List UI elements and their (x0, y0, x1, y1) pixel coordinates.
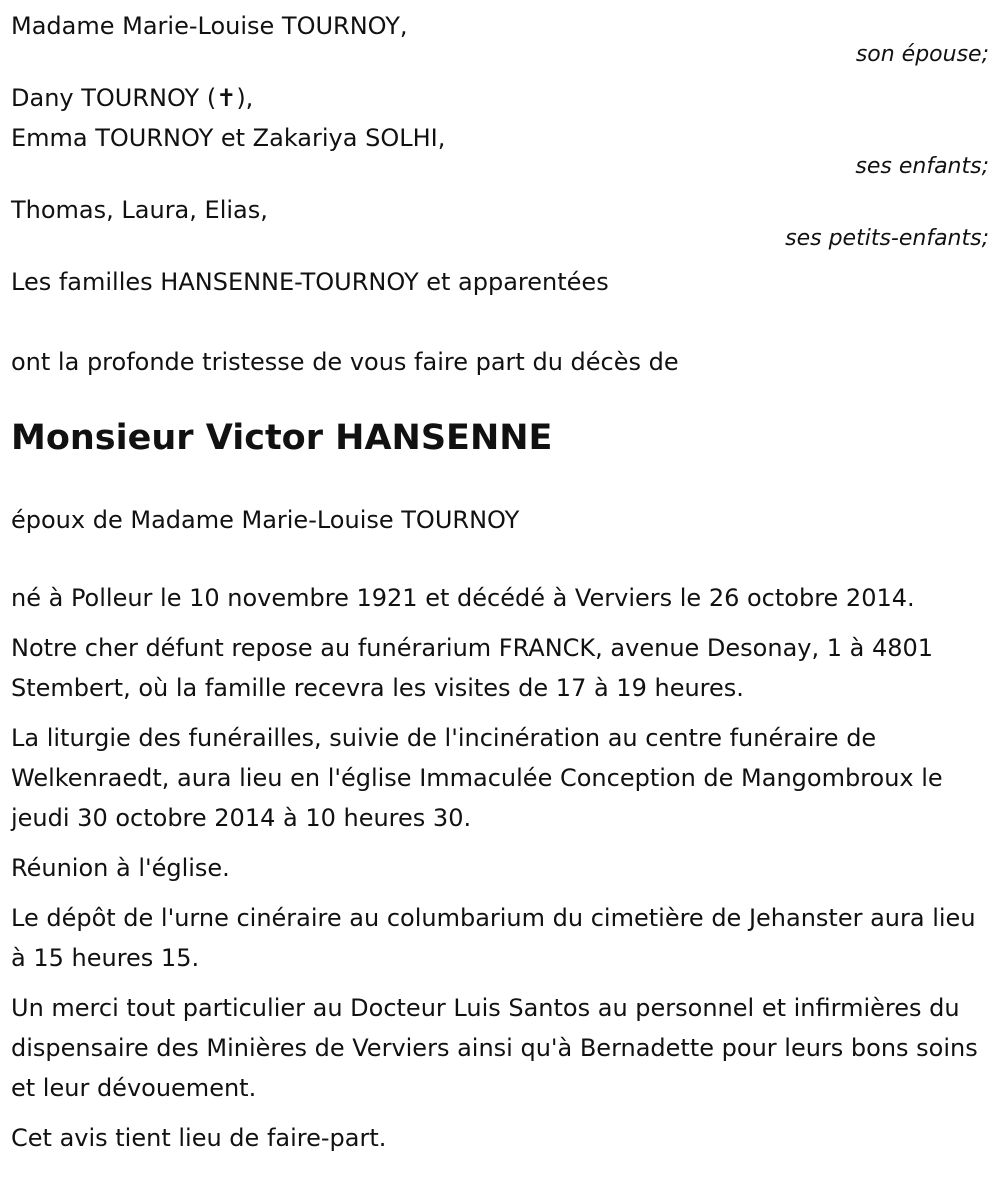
spouse-of-line: époux de Madame Marie-Louise TOURNOY (11, 506, 520, 534)
funerarium-paragraph: Notre cher défunt repose au funérarium FRANCK, avenue Desonay, 1 à 4801 Stembert, où la famille recevra les visites de 17 à 19 heures. (11, 634, 934, 702)
birth-death-paragraph: né à Polleur le 10 novembre 1921 et décédé à Verviers le 26 octobre 2014. (11, 584, 915, 612)
children-role: ses enfants; (855, 154, 989, 179)
liturgy-paragraph: La liturgie des funérailles, suivie de l'incinération au centre funéraire de Welkenraedt, aura lieu en l'église Immaculée Conception de Mangombroux le jeudi 30 octobre 2014 à 10 heures 30. (11, 724, 943, 832)
thanks-paragraph: Un merci tout particulier au Docteur Luis Santos au personnel et infirmières du dispensaire des Minières de Verviers ainsi qu'à Bernadette pour leurs bons soins et leur dévouement. (11, 994, 978, 1102)
closing-paragraph: Cet avis tient lieu de faire-part. (11, 1124, 387, 1152)
obituary-notice (11, 0, 989, 1168)
spouse-role: son épouse; (855, 42, 989, 67)
child-name: Emma TOURNOY et Zakariya SOLHI, (11, 124, 446, 152)
deceased-name: Monsieur Victor HANSENNE (11, 418, 553, 458)
child-name: Dany TOURNOY (✝), (11, 84, 254, 112)
announcement-intro: ont la profonde tristesse de vous faire part du décès de (11, 348, 679, 376)
urn-paragraph: Le dépôt de l'urne cinéraire au columbarium du cimetière de Jehanster aura lieu à 15 heures 15. (11, 904, 976, 972)
grandchildren-names: Thomas, Laura, Elias, (11, 196, 268, 224)
grandchildren-role: ses petits-enfants; (785, 226, 989, 251)
spouse-name: Madame Marie-Louise TOURNOY, (11, 12, 408, 40)
families-line: Les familles HANSENNE-TOURNOY et apparentées (11, 268, 609, 296)
meeting-paragraph: Réunion à l'église. (11, 854, 230, 882)
